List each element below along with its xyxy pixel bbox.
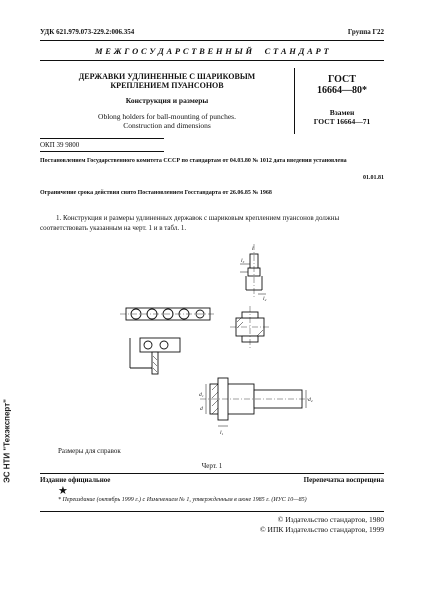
- side-strip: [0, 346, 14, 536]
- label-d1: d₁: [199, 392, 204, 398]
- reissue-note: * Переиздание (октябрь 1999 г.) с Изменением № 1, утвержденным в июне 1985 г. (ИУС 10—85): [58, 497, 307, 503]
- label-l: l: [252, 246, 254, 252]
- title-block: [52, 72, 282, 130]
- divider-okp: [40, 138, 164, 139]
- official-edition: Издание официальное: [40, 476, 111, 484]
- label-l2: l₂: [263, 296, 267, 302]
- gost-label: ГОСТ: [328, 74, 356, 85]
- decree-date: 01.01.81: [363, 175, 384, 181]
- reprint-forbidden: Перепечатка воспрещена: [303, 476, 384, 484]
- paragraph-1: 1. Конструкция и размеры удлиненных державок с шариковым креплением пуансонов должны соответствовать указанным на черт. 1 и в табл. 1.: [40, 214, 340, 232]
- decree-line: Постановлением Государственного комитета СССР по стандартам от 04.03.80 № 1012 дата введения установлена: [40, 158, 347, 164]
- divider-footer: [40, 473, 384, 474]
- udk-code: УДК 621.979.073-229.2:006.354: [40, 28, 135, 36]
- divider-banner: [40, 60, 384, 61]
- interstate-banner: М Е Ж Г О С У Д А Р С Т В Е Н Н Ы Й С Т А Н Д А Р Т: [95, 46, 329, 56]
- title-en-line1: Oblong holders for ball-mounting of punches.: [98, 112, 236, 121]
- title-subtitle: Конструкция и размеры: [125, 96, 209, 105]
- copyright-1: © Издательство стандартов, 1980: [277, 515, 384, 524]
- okp-code: ОКП 39 9800: [40, 141, 80, 149]
- divider-copyright: [40, 511, 384, 512]
- divider-okp-bottom: [40, 151, 164, 152]
- view-top-right: [240, 244, 267, 302]
- limit-line: Ограничение срока действия снято Постановлением Госстандарта от 26.06.85 № 1968: [40, 190, 272, 196]
- title-en-line2: Construction and dimensions: [123, 121, 211, 130]
- view-main: [199, 378, 313, 436]
- copyright-2: © ИПК Издательство стандартов, 1999: [259, 525, 384, 534]
- reference-note: Размеры для справок: [58, 447, 121, 455]
- label-l3: l₃: [241, 258, 245, 264]
- group-code: Группа Г22: [347, 28, 384, 36]
- gost-block: [300, 74, 384, 126]
- title-ru-line1: ДЕРЖАВКИ УДЛИНЕННЫЕ С ШАРИКОВЫМ: [78, 72, 256, 81]
- side-strip-text: ЭС НТИ "Техэксперт": [2, 399, 12, 483]
- view-left-assembly: [120, 308, 216, 374]
- replaces-label: Взамен: [329, 108, 355, 117]
- label-d: d: [200, 406, 203, 412]
- divider-top: [40, 40, 384, 41]
- title-ru-line2: КРЕПЛЕНИЕМ ПУАНСОНОВ: [110, 81, 224, 90]
- replaces-number: ГОСТ 16664—71: [313, 117, 371, 126]
- title-separator: [294, 68, 295, 134]
- drawing-caption: Черт. 1: [201, 462, 223, 470]
- drawing-1: [100, 238, 390, 438]
- label-d2: d₂: [308, 397, 313, 403]
- star-icon: ★: [58, 485, 68, 497]
- gost-number: 16664—80*: [317, 85, 367, 96]
- view-center-section: [230, 306, 270, 350]
- label-l1: l₁: [220, 430, 224, 436]
